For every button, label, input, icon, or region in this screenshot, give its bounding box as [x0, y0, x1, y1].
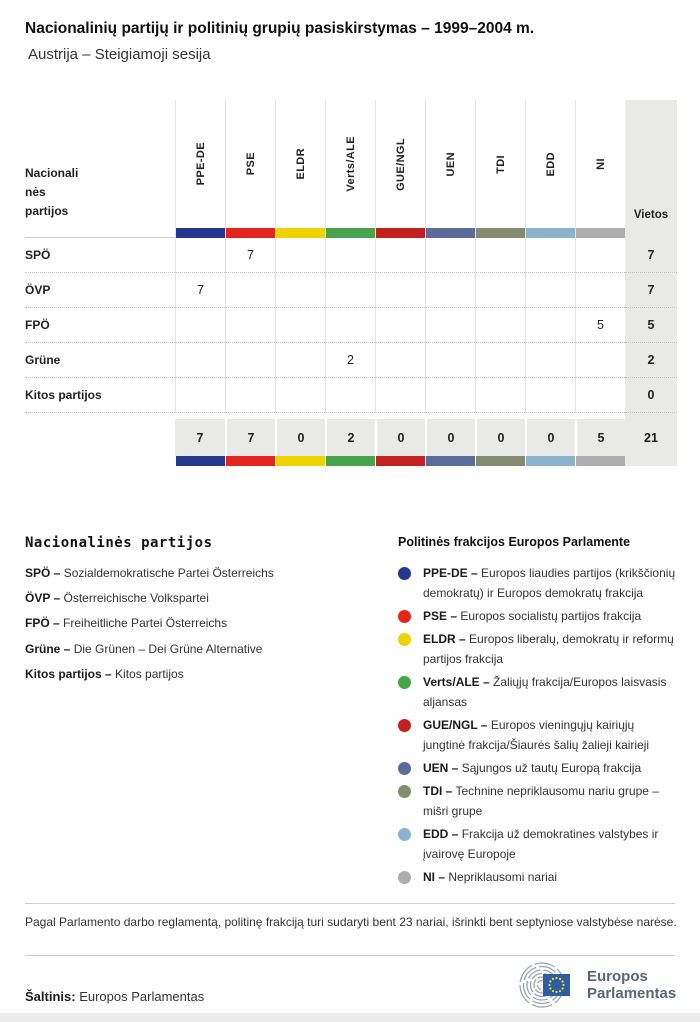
legend-title: Nacionalinės partijos — [25, 535, 213, 551]
col-header-ppe-de: PPE-DE — [175, 100, 225, 228]
legend-item: Kitos partijos – Kitos partijos — [25, 666, 184, 681]
totals-color-bar-row — [25, 456, 677, 466]
party-label: SPÖ — [25, 238, 175, 273]
seats-table — [25, 100, 677, 466]
seats-value: 2 — [625, 343, 677, 378]
table-header-row — [25, 100, 677, 228]
col-header-eldr: ELDR — [275, 100, 325, 228]
color-bar-verts-ale — [325, 228, 375, 238]
party-label: Kitos partijos — [25, 378, 175, 413]
color-bar-ni — [575, 228, 625, 238]
total-seats-value: 21 — [625, 419, 677, 456]
divider — [25, 903, 675, 904]
legend-item: SPÖ – Sozialdemokratische Partei Österreichs — [25, 566, 274, 580]
party-label: ÖVP — [25, 273, 175, 308]
source-value: Europos Parlamentas — [79, 989, 205, 1004]
group-color-dot — [398, 762, 411, 775]
group-color-dot — [398, 633, 411, 646]
group-color-dot — [398, 828, 411, 841]
group-color-dot — [398, 719, 411, 732]
legend-item: GUE/NGL – Europos vieningųjų kairiųjų jungtinė frakcija/Šiaurės šalių žalieji kairieji — [398, 715, 678, 755]
color-bar-uen — [425, 228, 475, 238]
color-bar-tdi — [475, 228, 525, 238]
color-bar-pse — [225, 228, 275, 238]
col-header-tdi: TDI — [475, 100, 525, 228]
color-bar-eldr — [275, 228, 325, 238]
party-label: Grüne — [25, 343, 175, 378]
col-header-gue-ngl: GUE/NGL — [375, 100, 425, 228]
table-row-spo: SPÖ 7 7 — [25, 238, 677, 273]
seats-value: 5 — [625, 308, 677, 343]
legend-item: Grüne – Die Grünen – Dei Grüne Alternative — [25, 641, 263, 656]
col-header-edd: EDD — [525, 100, 575, 228]
color-bar-edd — [525, 228, 575, 238]
col-header-verts-ale: Verts/ALE — [325, 100, 375, 228]
political-groups-legend — [398, 535, 678, 890]
group-color-dot — [398, 676, 411, 689]
group-color-dot — [398, 871, 411, 884]
table-totals-row: 7 7 0 2 0 0 0 0 5 21 — [25, 419, 677, 456]
color-bar-gue-ngl — [375, 228, 425, 238]
group-color-dot — [398, 567, 411, 580]
seats-value: 7 — [625, 238, 677, 273]
legend-item: ELDR – Europos liberalų, demokratų ir reformų partijos frakcija — [398, 629, 678, 669]
page-title: Nacionalinių partijų ir politinių grupių pasiskirstymas – 1999–2004 m. — [25, 20, 535, 37]
col-header-seats: Vietos — [625, 100, 677, 228]
col-header-pse: PSE — [225, 100, 275, 228]
logo-text-line1: Europos — [587, 968, 648, 985]
source-line — [25, 989, 204, 1004]
bottom-strip — [0, 1013, 700, 1022]
divider — [25, 955, 675, 956]
legend-item: ÖVP – Österreichische Volkspartei — [25, 591, 209, 606]
group-color-dot — [398, 785, 411, 798]
logo-text-line2: Parlamentas — [587, 985, 677, 1002]
legend-item: TDI – Technine nepriklausomu nariu grupe – mišri grupe — [398, 781, 678, 821]
legend-item: FPÖ – Freiheitliche Partei Österreichs — [25, 616, 228, 631]
footnote: Pagal Parlamento darbo reglamentą, politinę frakciją turi sudaryti bent 23 nariai, išrinkti bent septyniose valstybėse narėse. — [25, 915, 677, 929]
national-parties-legend — [25, 535, 385, 691]
legend-item: NI – Nepriklausomi nariai — [398, 867, 678, 887]
row-header-label: Nacionali nės partijos — [25, 166, 79, 218]
seats-value: 0 — [625, 378, 677, 413]
seats-value: 7 — [625, 273, 677, 308]
color-bar-ppe-de — [175, 228, 225, 238]
european-parliament-logo — [513, 962, 678, 1013]
legend-title: Politinės frakcijos Europos Parlamente — [398, 535, 631, 549]
legend-item: EDD – Frakcija už demokratines valstybes ir įvairovę Europoje — [398, 824, 678, 864]
table-row-fpo: FPÖ 5 5 — [25, 308, 677, 343]
legend-item: UEN – Sąjungos už tautų Europą frakcija — [398, 758, 678, 778]
eu-flag-icon — [543, 974, 570, 996]
col-header-uen: UEN — [425, 100, 475, 228]
legend-item: Verts/ALE – Žaliųjų frakcija/Europos laisvasis aljansas — [398, 672, 678, 712]
group-color-bar-row — [25, 228, 677, 238]
legend-item: PPE-DE – Europos liaudies partijos (krikščionių demokratų) ir Europos demokratų frakcija — [398, 563, 678, 603]
legend-item: PSE – Europos socialistų partijos frakcija — [398, 606, 678, 626]
col-header-ni: NI — [575, 100, 625, 228]
table-row-ovp: ÖVP 7 7 — [25, 273, 677, 308]
page-subtitle: Austrija – Steigiamoji sesija — [28, 46, 211, 63]
group-color-dot — [398, 610, 411, 623]
party-label: FPÖ — [25, 308, 175, 343]
table-row-kitos — [25, 378, 677, 413]
table-row-grune: Grüne 2 2 — [25, 343, 677, 378]
source-label: Šaltinis: — [25, 989, 76, 1004]
